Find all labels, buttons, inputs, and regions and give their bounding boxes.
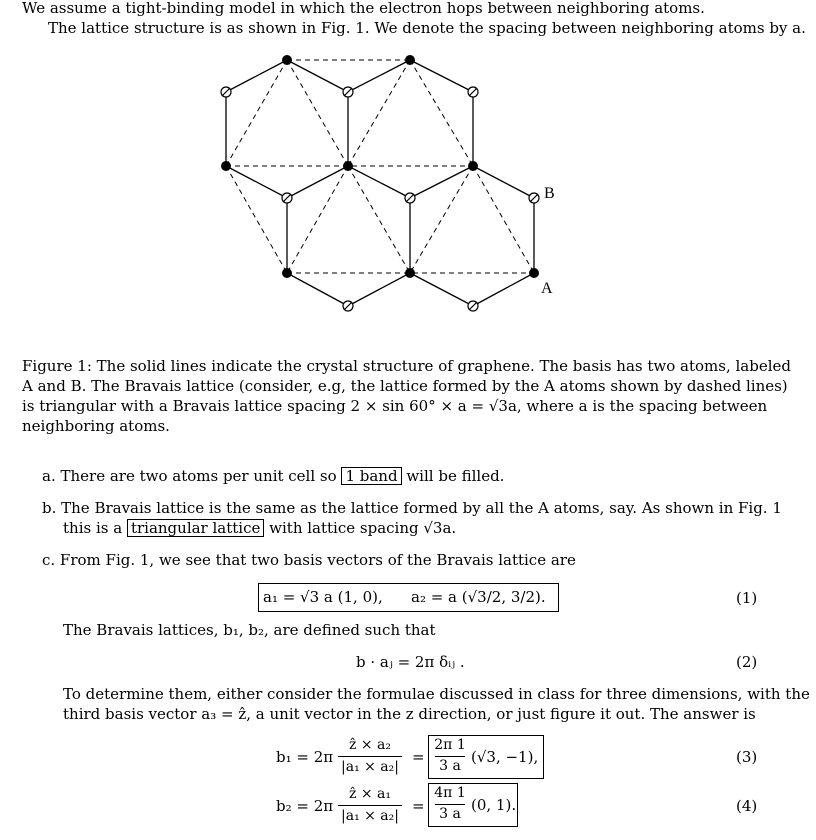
eq1-number: (1) xyxy=(736,589,758,607)
item-b-text-post: with lattice spacing √3a. xyxy=(269,519,457,537)
atom-label-b: B xyxy=(544,185,555,202)
eq3-denominator: |a₁ × a₂| xyxy=(341,759,399,775)
caption-line-4: neighboring atoms. xyxy=(22,417,170,435)
eq3-coef-bar xyxy=(435,756,465,757)
caption-line-2: A and B. The Bravais lattice (consider, e.g, the lattice formed by the A atoms shown by dashed lines) xyxy=(22,377,788,395)
caption-line-3: is triangular with a Bravais lattice spacing 2 × sin 60° × a = √3a, where a is the spacing between xyxy=(22,397,768,415)
eq3-coef-bottom: 3 a xyxy=(439,758,461,774)
eq3-lhs: b₁ = 2π xyxy=(276,748,334,766)
eq4-coef-bar xyxy=(435,804,465,805)
eq4-equals: = xyxy=(412,797,425,815)
eq4-number: (4) xyxy=(736,797,758,815)
graphene-lattice-figure xyxy=(0,0,816,340)
eq2-number: (2) xyxy=(736,653,758,671)
para-determine-line-1: To determine them, either consider the formulae discussed in class for three dimensions, with the xyxy=(63,685,810,703)
eq4-answer-box xyxy=(428,783,518,827)
caption-line-1: Figure 1: The solid lines indicate the crystal structure of graphene. The basis has two atoms, labeled xyxy=(22,357,791,375)
eq3-answer-box xyxy=(428,735,544,779)
para-determine-line-2: third basis vector a₃ = ẑ, a unit vector in the z direction, or just figure it out. The answer is xyxy=(63,705,756,723)
item-a xyxy=(42,467,504,485)
answer-box-bands: 1 band xyxy=(341,467,401,485)
eq3-number: (3) xyxy=(736,748,758,766)
eq3-vector: (√3, −1), xyxy=(471,748,539,766)
eq1-a2: a₂ = a (√3/2, 3/2). xyxy=(411,588,546,606)
item-b-line-2 xyxy=(63,519,456,537)
para-bravais-defined: The Bravais lattices, b₁, b₂, are defined such that xyxy=(63,621,436,639)
item-b-line-1: b. The Bravais lattice is the same as the lattice formed by all the A atoms, say. As shown in Fig. 1 xyxy=(42,499,782,517)
item-a-text-post: will be filled. xyxy=(406,467,505,485)
intro-line-1: We assume a tight-binding model in which the electron hops between neighboring atoms. xyxy=(22,0,705,17)
eq4-lhs: b₂ = 2π xyxy=(276,797,334,815)
equation-1-box xyxy=(258,583,559,612)
eq2-body: b · aⱼ = 2π δᵢⱼ . xyxy=(356,653,465,671)
eq4-denominator: |a₁ × a₂| xyxy=(341,808,399,824)
item-a-text: a. There are two atoms per unit cell so xyxy=(42,467,337,485)
eq4-fraction-bar xyxy=(338,805,402,806)
eq3-coef-top: 2π 1 xyxy=(434,737,466,753)
eq3-equals: = xyxy=(412,748,425,766)
eq4-coef-top: 4π 1 xyxy=(434,785,466,801)
intro-line-2: The lattice structure is as shown in Fig. 1. We denote the spacing between neighboring atoms by a. xyxy=(48,19,806,37)
eq3-numerator: ẑ × a₂ xyxy=(349,737,391,753)
eq4-vector: (0, 1). xyxy=(471,796,517,814)
item-c: c. From Fig. 1, we see that two basis vectors of the Bravais lattice are xyxy=(42,551,576,569)
eq3-fraction-bar xyxy=(338,756,402,757)
eq1-a1: a₁ = √3 a (1, 0), xyxy=(263,588,383,606)
answer-box-lattice: triangular lattice xyxy=(127,519,264,537)
item-b-text: this is a xyxy=(63,519,123,537)
atom-label-a: A xyxy=(541,280,553,297)
eq4-numerator: ẑ × a₁ xyxy=(349,786,391,802)
graphene-bonds xyxy=(226,60,534,306)
eq4-coef-bottom: 3 a xyxy=(439,806,461,822)
bravais-dashed-lines xyxy=(226,60,534,273)
